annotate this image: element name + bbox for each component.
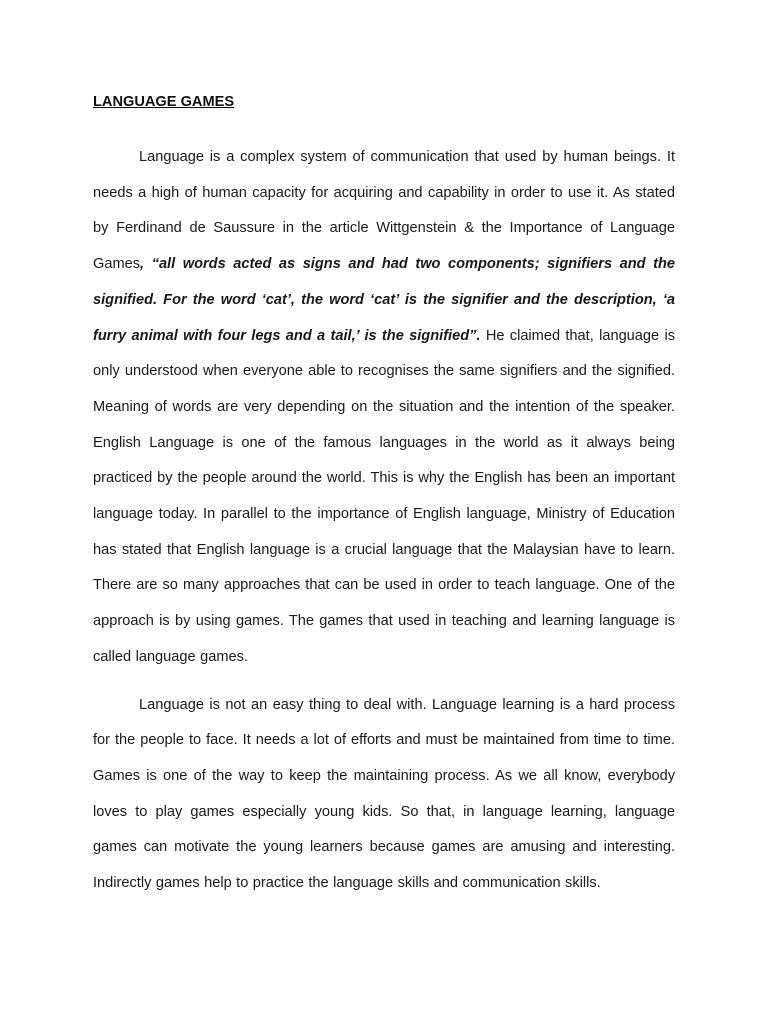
- document-title: LANGUAGE GAMES: [93, 94, 235, 110]
- paragraph-1-intro: Language is a complex system of communication that used by human beings. It needs a high of human capacity for acquiring and capability in order to use it. As stated by Ferdinand de Saussure in the article Wittgenstein & the Importance of Language Games: [93, 149, 675, 273]
- document-body: [93, 92, 675, 902]
- paragraph-2: Language is not an easy thing to deal with. Language learning is a hard process for the people to face. It needs a lot of efforts and must be maintained from time to time. Games is one of the way to keep the maintaining process. As we all know, everybody loves to play games especially young kids. So that, in language learning, language games can motivate the young learners because games are amusing and interesting. Indirectly games help to practice the language skills and communication skills.: [93, 696, 675, 892]
- paragraph-1: [93, 140, 675, 676]
- saussure-quote: , “all words acted as signs and had two components; signifiers and the signified. For the word ‘cat’, the word ‘cat’ is the signifier and the description, ‘a furry animal with four legs and a tail,’ is the signified”.: [93, 256, 675, 344]
- paragraph-1-body: He claimed that, language is only understood when everyone able to recognises the same signifiers and the signified. Meaning of words are very depending on the situation and the intention of the speaker. English Language is one of the famous languages in the world as it always being practiced by the people around the world. This is why the English has been an important language today. In parallel to the importance of English language, Ministry of Education has stated that English language is a crucial language that the Malaysian have to learn. There are so many approaches that can be used in order to teach language. One of the approach is by using games. The games that used in teaching and learning language is called language games.: [93, 327, 675, 665]
